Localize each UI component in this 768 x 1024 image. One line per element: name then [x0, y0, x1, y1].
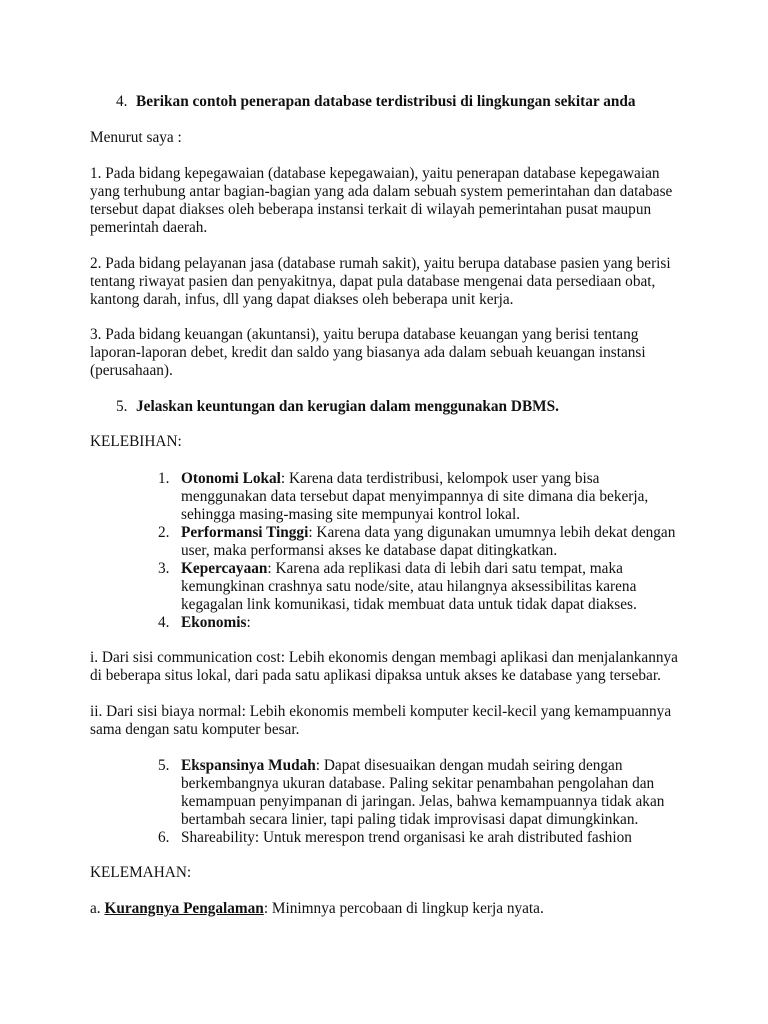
example-2-line: 2. Pada bidang pelayanan jasa (database rumah sakit), yaitu berupa database pasien yang berisi	[90, 255, 671, 272]
list-item-term: Ekonomis	[181, 614, 247, 631]
list-item-text: kemungkinan crashnya satu node/site, atau hilangnya aksessibilitas karena	[181, 578, 637, 595]
list-item	[158, 524, 698, 560]
weakness-item	[90, 900, 690, 918]
list-item-text: : Dapat disesuaikan dengan mudah seiring dengan	[315, 757, 623, 774]
list-item-text: kegagalan link komunikasi, tidak membuat data untuk tidak dapat diakses.	[181, 596, 637, 613]
question-5-title: Jelaskan keuntungan dan kerugian dalam menggunakan DBMS.	[136, 398, 559, 415]
list-item-text: bertambah secara linier, tapi paling tidak improvisasi dapat dimungkinkan.	[181, 811, 639, 828]
list-item-number: 3.	[158, 560, 170, 577]
economic-point-line: ii. Dari sisi biaya normal: Lebih ekonomis membeli komputer kecil-kecil yang kemampuannya	[90, 703, 672, 720]
example-3-line: (perusahaan).	[90, 362, 173, 379]
economic-point-line: sama dengan satu komputer besar.	[90, 721, 300, 738]
question-5	[116, 398, 559, 416]
economic-point-1	[90, 649, 690, 685]
example-1	[90, 165, 690, 237]
kelebihan-heading: KELEBIHAN:	[90, 433, 182, 450]
list-item	[158, 829, 698, 847]
example-3	[90, 326, 690, 380]
weakness-text: : Minimnya percobaan di lingkup kerja nyata.	[263, 900, 544, 917]
economic-point-line: di beberapa situs lokal, dari pada satu aplikasi dipaksa untuk akses ke database yang tersebar.	[90, 667, 661, 684]
list-item-text: Shareability: Untuk merespon trend organisasi ke arah distributed fashion	[181, 829, 632, 846]
example-1-line: 1. Pada bidang kepegawaian (database kepegawaian), yaitu penerapan database kepegawaian	[90, 165, 660, 182]
list-item	[158, 560, 698, 614]
example-1-line: yang terhubung antar bagian-bagian yang ada dalam sebuah system pemerintahan dan database	[90, 183, 673, 200]
example-1-line: tersebut dapat diakses oleh beberapa instansi terkait di wilayah pemerintahan pusat maupun	[90, 201, 652, 218]
list-item-text: :	[246, 614, 251, 631]
list-item-text: : Karena ada replikasi data di lebih dari satu tempat, maka	[267, 560, 623, 577]
weakness-term: Kurangnya Pengalaman	[104, 900, 264, 917]
list-item-number: 2.	[158, 524, 170, 541]
list-item-text: kemampuan penyimpanan di jaringan. Jelas, bahwa kemampuannya tidak akan	[181, 793, 665, 810]
list-item-term: Otonomi Lokal	[181, 470, 281, 487]
list-item	[158, 614, 698, 632]
list-item-text: sehingga masing-masing site mempunyai kontrol lokal.	[181, 506, 521, 523]
question-5-number: 5.	[116, 398, 128, 415]
list-item-text: user, maka performansi akses ke database dapat ditingkatkan.	[181, 542, 558, 559]
example-2-line: tentang riwayat pasien dan penyakitnya, dapat pula database mengenai data persediaan obat,	[90, 273, 656, 290]
list-item-term: Performansi Tinggi	[181, 524, 309, 541]
list-item-number: 4.	[158, 614, 170, 631]
economic-point-line: i. Dari sisi communication cost: Lebih ekonomis dengan membagi aplikasi dan menjalankannya	[90, 649, 678, 666]
list-item-text: : Karena data terdistribusi, kelompok user yang bisa	[280, 470, 600, 487]
advantages-list-continued	[158, 757, 698, 847]
list-item-number: 1.	[158, 470, 170, 487]
list-item-term: Kepercayaan	[181, 560, 268, 577]
question-4-number: 4.	[116, 93, 128, 110]
list-item	[158, 757, 698, 829]
intro-text: Menurut saya :	[90, 129, 182, 146]
example-3-line: laporan-laporan debet, kredit dan saldo yang biasanya ada dalam sebuah keuangan instansi	[90, 344, 646, 361]
question-4	[116, 93, 636, 111]
example-2	[90, 255, 690, 309]
weakness-prefix: a.	[90, 900, 105, 917]
question-4-title: Berikan contoh penerapan database terdistribusi di lingkungan sekitar anda	[136, 93, 636, 110]
list-item-text: menggunakan data tersebut dapat menyimpannya di site dimana dia bekerja,	[181, 488, 649, 505]
list-item-number: 6.	[158, 829, 170, 846]
list-item-number: 5.	[158, 757, 170, 774]
example-2-line: kantong darah, infus, dll yang dapat diakses oleh beberapa unit kerja.	[90, 291, 514, 308]
advantages-list	[158, 470, 698, 632]
example-1-line: pemerintah daerah.	[90, 219, 208, 236]
list-item-text: : Karena data yang digunakan umumnya lebih dekat dengan	[308, 524, 676, 541]
list-item-text: berkembangnya ukuran database. Paling sekitar penambahan pengolahan dan	[181, 775, 655, 792]
kelemahan-heading: KELEMAHAN:	[90, 864, 192, 881]
list-item-term: Ekspansinya Mudah	[181, 757, 316, 774]
list-item	[158, 470, 698, 524]
example-3-line: 3. Pada bidang keuangan (akuntansi), yaitu berupa database keuangan yang berisi tentang	[90, 326, 639, 343]
economic-point-2	[90, 703, 690, 739]
